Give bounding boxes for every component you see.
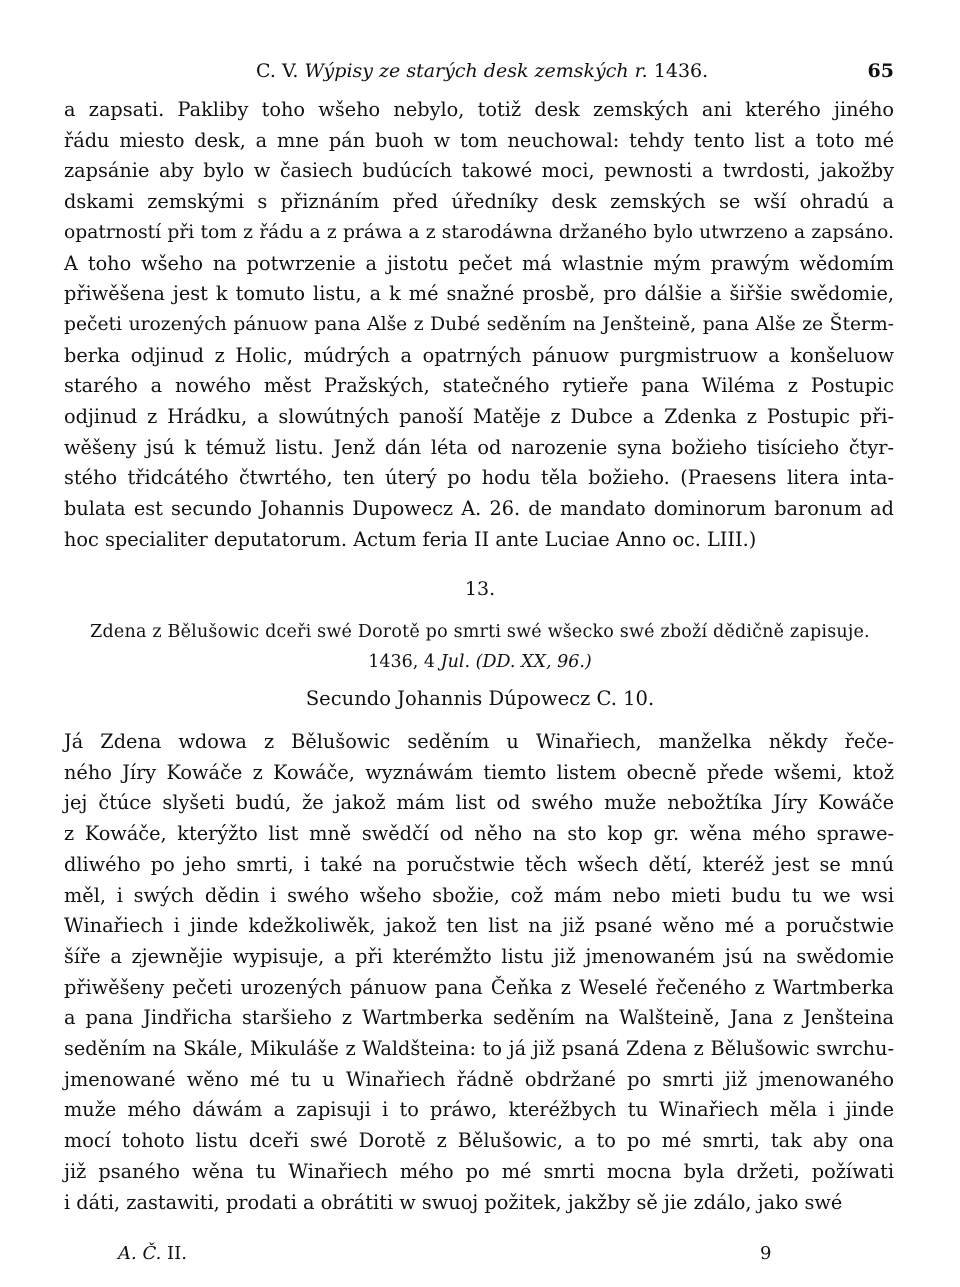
signature-letters: A. Č. — [118, 1243, 162, 1264]
section-date: 1436, 4 — [368, 652, 436, 672]
text-line: šíře a zjewnějie wypisuje, a při kterémžto listu již jmenowaném jsú na swědomie — [64, 944, 894, 968]
text-line: Winařiech i jinde kdežkoliwěk, jakož ten list na již psané wěno mé a poručstwie — [64, 914, 894, 938]
text-line: stého třidcátého čtwrtého, ten úterý po hodu těla božieho. (Praesens litera inta- — [64, 466, 894, 490]
text-line: berka odjinud z Holic, múdrých a opatrných pánuow purgmistruow a konšeluow — [64, 343, 894, 367]
sheet-number: 9 — [760, 1243, 772, 1264]
page-footer — [0, 1243, 960, 1269]
scribe-line: Secundo Johannis Dúpowecz C. 10. — [305, 687, 655, 710]
text-line: jej čtúce slyšeti budú, že jakož mám list od swého muže nebožtíka Jíry Kowáče — [64, 791, 894, 815]
text-line: a zapsati. Pakliby toho wšeho nebylo, totiž desk zemských ani kterého jiného — [64, 98, 894, 121]
text-line: a pana Jindřicha staršieho z Wartmberka seděním na Walšteině, Jana z Jenšteina — [64, 1006, 894, 1030]
paragraph-charter-text — [64, 727, 894, 1218]
text-line: bulata est secundo Johannis Dupowecz A. 26. de mandato dominorum baronum ad — [64, 497, 894, 521]
text-line: z Kowáče, kterýžto list mně swědčí od něho na sto kop gr. wěna mého sprawe- — [64, 822, 894, 846]
text-line: opatrností při tom z řádu a z práwa a z starodáwna držaného bylo utwrzeno a zapsáno. — [64, 221, 894, 243]
page-number: 65 — [867, 60, 894, 82]
text-line: mocí tohoto listu dceři swé Dorotě z Bělušowic, a to po mé smrti, tak aby ona — [64, 1129, 894, 1153]
running-header — [86, 60, 894, 90]
text-line: Já Zdena wdowa z Bělušowic seděním u Winařiech, manželka někdy řeče- — [64, 730, 894, 753]
text-line: jmenowané wěno mé tu u Winařiech řádně obdržané po smrti již jmenowaného — [64, 1067, 894, 1091]
text-line: muže mého dáwám a zapisuji i to práwo, kteréžbych tu Winařiech měla i jinde — [64, 1098, 894, 1122]
running-year: 1436. — [653, 60, 709, 82]
text-line: dliwého po jeho smrti, i také na poručstwie těch wšech dětí, kteréž jest se mnú — [64, 852, 894, 876]
text-line: zapsánie aby bylo w časiech budúcích takowé moci, pewnosti a twrdosti, jakožby — [64, 159, 894, 183]
text-line: seděním na Skále, Mikuláše z Waldšteina: to já již psaná Zdena z Bělušowic swrchu- — [64, 1037, 894, 1061]
section-dateline — [0, 652, 960, 672]
text-line: wěšeny jsú k témuž listu. Jenž dán léta od narozenie syna božieho tisícieho čtyr- — [64, 435, 894, 459]
chapter-label: C. V. — [256, 60, 299, 82]
text-line: hoc specialiter deputatorum. Actum feria II ante Luciae Anno oc. LIII.) — [64, 527, 757, 551]
text-line: přiwěšeny pečeti urozených pánuow pana Čeňka z Weselé řečeného z Wartmberka — [64, 975, 894, 999]
volume-number: II. — [167, 1243, 187, 1264]
section-number: 13. — [464, 578, 496, 600]
text-line: i dáti, zastawiti, prodati a obrátiti w swuoj požitek, jakžby sě jie zdálo, jako swé — [64, 1190, 843, 1214]
text-line: dskami zemskými s přiznáním před úředníky desk zemských se wší ohradú a — [64, 190, 894, 214]
text-line: starého a nowého měst Pražských, statečného rytieře pana Wiléma z Postupic — [64, 374, 894, 398]
section-month: Jul. — [440, 652, 471, 672]
text-line: měl, i swých dědin i swého wšeho sbožie, což mám nebo mieti budu tu we wsi — [64, 883, 894, 907]
running-title: Wýpisy ze starých desk zemských r. — [304, 60, 648, 82]
paragraph-charter-continuation — [64, 95, 894, 556]
text-line: již psaného wěna tu Winařiech mého po mé smrti mocna byla držeti, požíwati — [64, 1159, 894, 1183]
signature-mark — [118, 1243, 187, 1264]
text-line: A toho wšeho na potwrzenie a jistotu pečet má wlastnie mým prawým wědomím — [64, 251, 894, 275]
text-line: ného Jíry Kowáče z Kowáče, wyznáwám tiemto listem obecně přede wšemi, ktož — [64, 760, 894, 784]
text-line: přiwěšena jest k tomuto listu, a k mé snažné prosbě, pro dálšie a šiřšie swědomie, — [64, 282, 894, 306]
section-title: Zdena z Bělušowic dceři swé Dorotě po smrti swé wšecko swé zboží dědičně zapisuje. — [90, 622, 870, 642]
section-source: (DD. XX, 96.) — [475, 652, 592, 672]
running-title-block — [256, 60, 708, 82]
text-line: pečeti urozených pánuow pana Alše z Dubé seděním na Jenšteině, pana Alše ze Šterm- — [64, 313, 894, 335]
text-line: odjinud z Hrádku, a slowútných panoší Matěje z Dubce a Zdenka z Postupic při- — [64, 405, 894, 429]
text-line: řádu miesto desk, a mne pán buoh w tom neuchowal: tehdy tento list a toto mé — [64, 128, 894, 152]
